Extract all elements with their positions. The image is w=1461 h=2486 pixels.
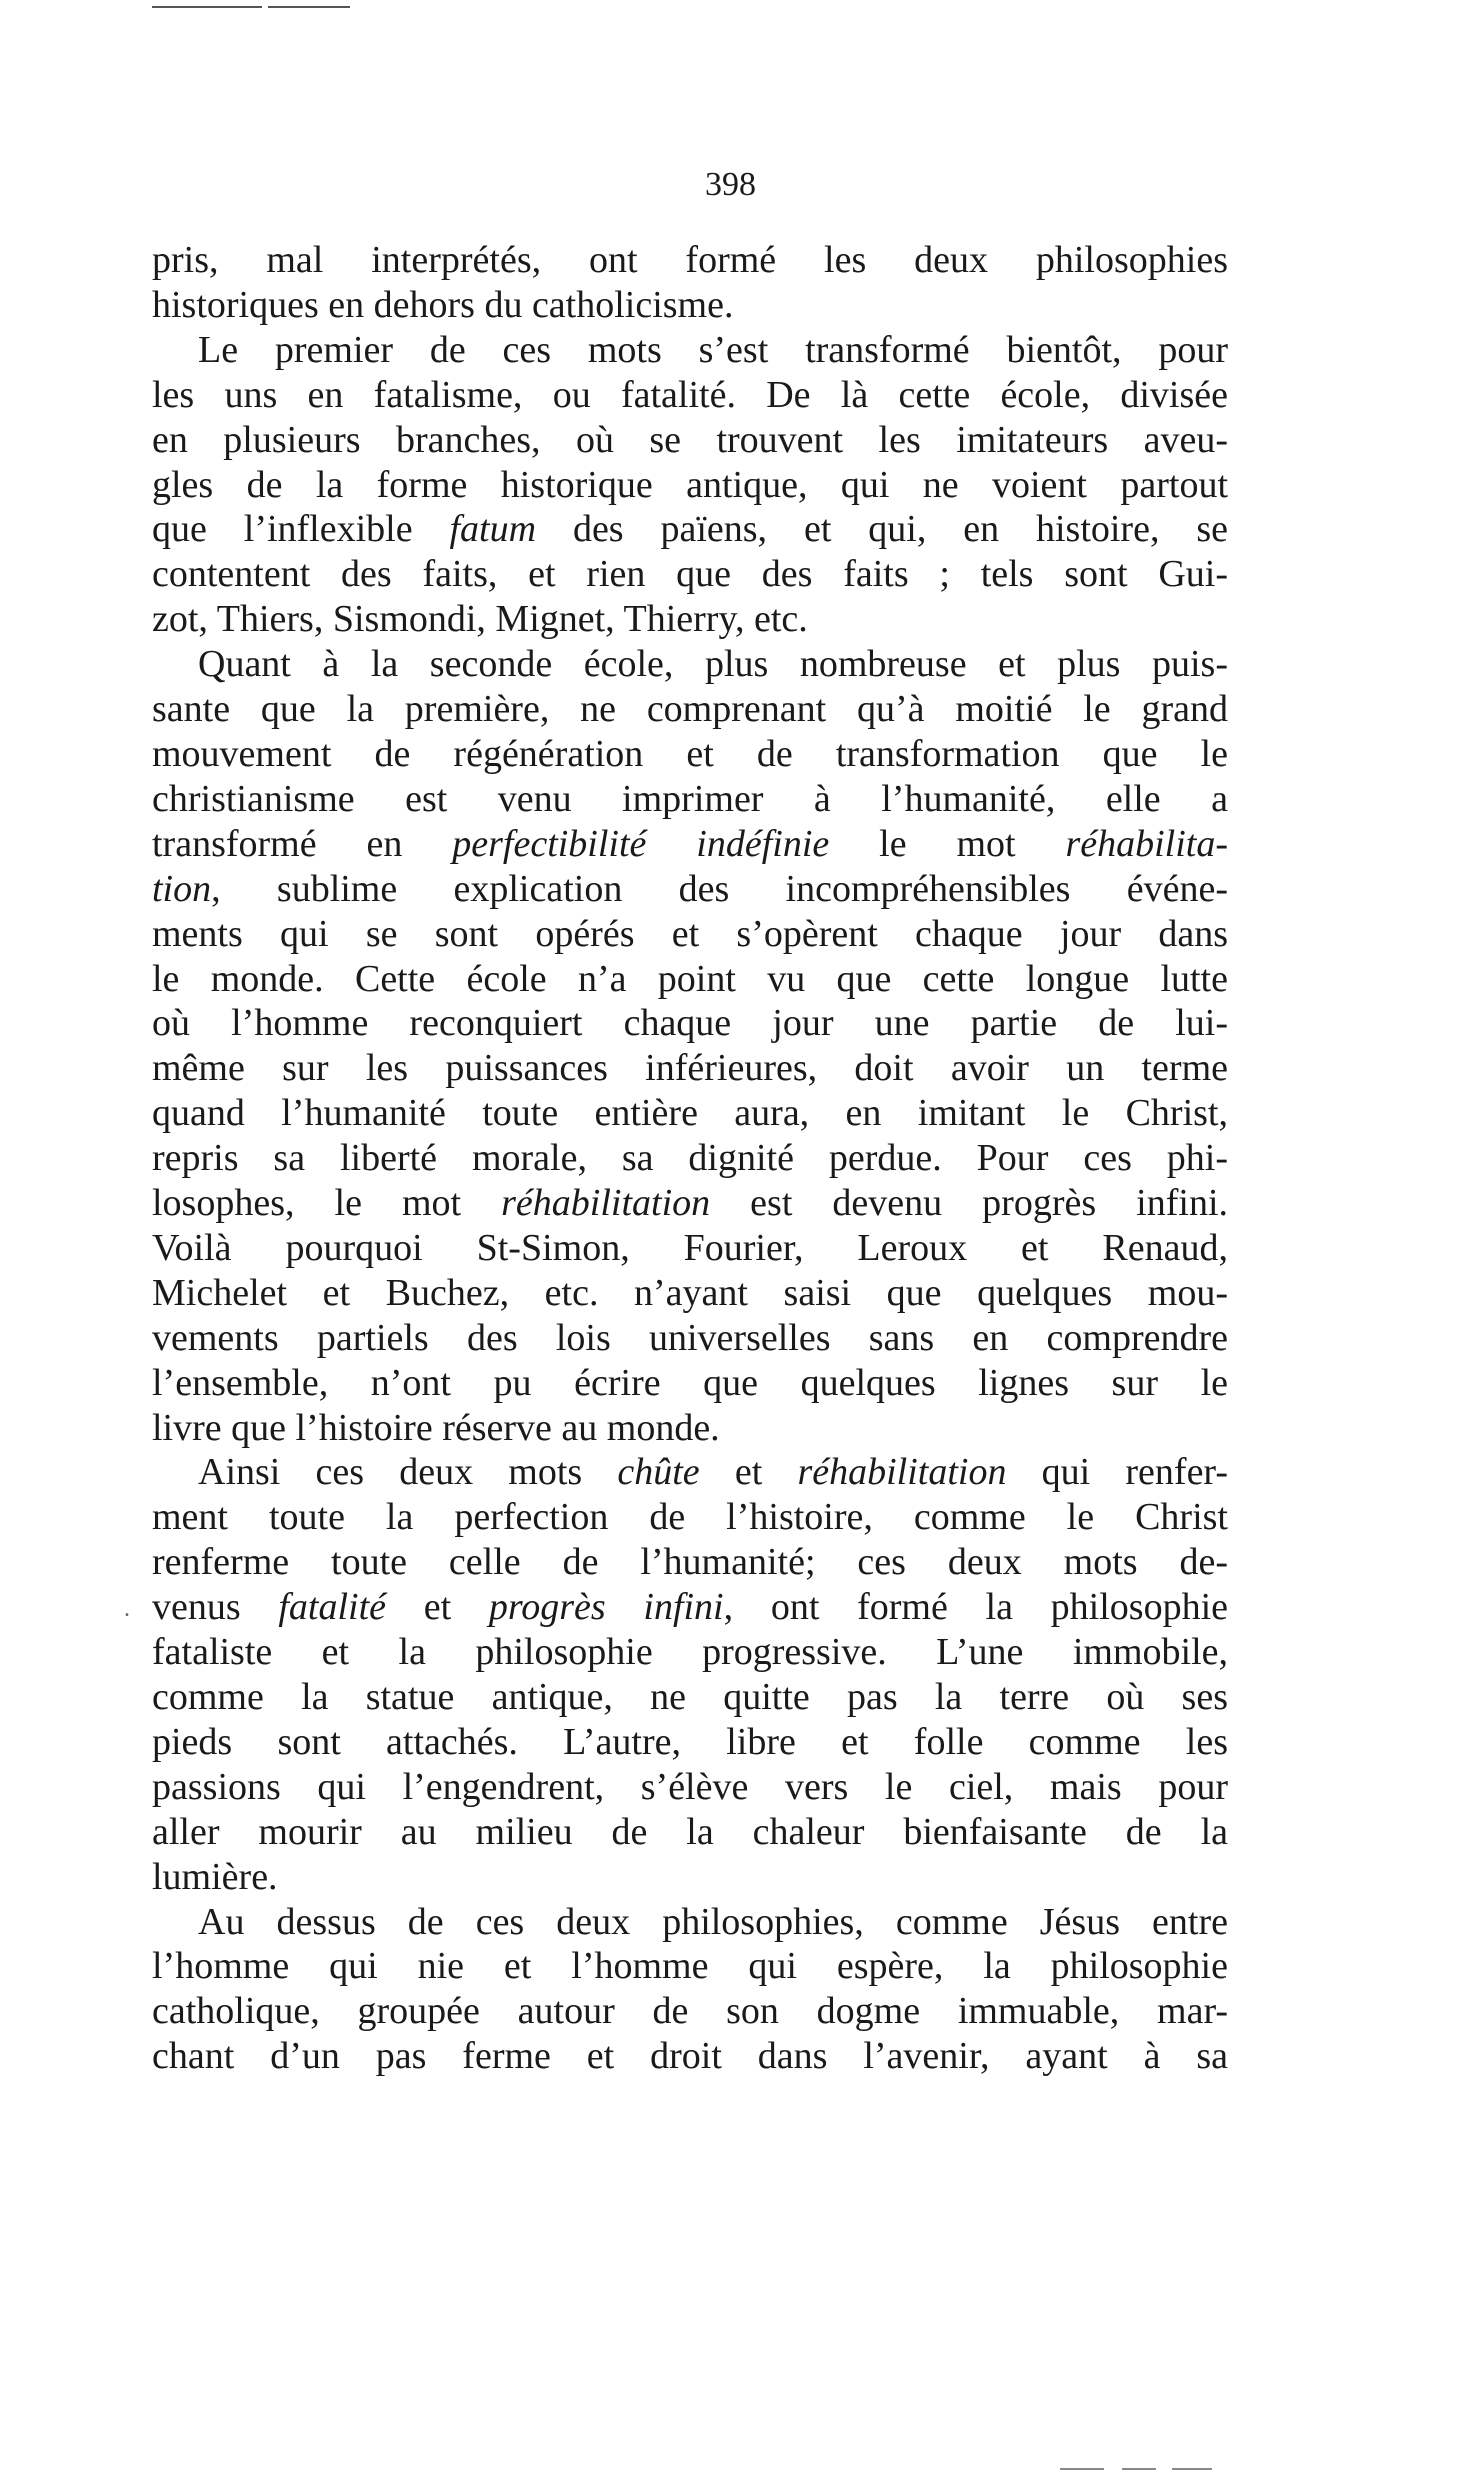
italic-text: réhabilita- [1065,822,1229,865]
text-run: que l’inflexible [152,508,450,551]
bottom-rule-3 [1172,2468,1212,2470]
paragraph [152,642,1228,1450]
text-line [152,1720,1228,1765]
text-line [152,1765,1228,1810]
text-run: Ainsi ces deux mots [198,1451,618,1494]
text-run: , ont formé la philosophie [723,1586,1228,1629]
text-line [152,732,1228,777]
text-line [152,283,1228,328]
italic-text: fatum [449,508,537,551]
text-run: transformé en [152,822,453,865]
text-line [152,867,1228,912]
text-run: fataliste et la philosophie progressive. L’une immobile, [152,1631,1228,1674]
text-line [152,1316,1228,1361]
text-line [152,1226,1228,1271]
text-run: ments qui se sont opérés et s’opèrent chaque jour dans [152,912,1228,955]
text-line [152,642,1228,687]
text-run: sante que la première, ne comprenant qu’à moitié le grand [152,688,1228,731]
text-run: Au dessus de ces deux philosophies, comme Jésus entre [198,1900,1228,1943]
text-run: où l’homme reconquiert chaque jour une partie de lui- [152,1002,1228,1045]
text-run: des païens, et qui, en histoire, se [536,508,1228,551]
text-line [152,1630,1228,1675]
text-run: même sur les puissances inférieures, doit avoir un terme [152,1047,1228,1090]
body-text [152,238,1228,2079]
bottom-rule-2 [1122,2468,1156,2470]
text-line [152,1406,1228,1451]
text-run: losophes, le mot [152,1182,502,1225]
italic-text: fatalité [278,1586,387,1629]
text-line [152,1001,1228,1046]
text-line [152,1091,1228,1136]
text-line [152,1900,1228,1945]
text-run: le monde. Cette école n’a point vu que cette longue lutte [152,957,1228,1000]
text-line [152,1181,1228,1226]
italic-text: progrès infini [488,1586,724,1629]
top-rule-left [152,6,262,8]
margin-mark: . [124,1596,130,1622]
text-line [152,418,1228,463]
text-run: venus [152,1586,279,1629]
text-run: passions qui l’engendrent, s’élève vers le ciel, mais pour [152,1765,1228,1808]
paragraph [152,1450,1228,1899]
text-line [152,1944,1228,1989]
text-line [152,2034,1228,2079]
text-line [152,328,1228,373]
text-run: en plusieurs branches, où se trouvent les imitateurs aveu- [152,418,1228,461]
text-run: ment toute la perfection de l’histoire, comme le Christ [152,1496,1228,1539]
text-line [152,912,1228,957]
text-run: catholique, groupée autour de son dogme immuable, mar- [152,1990,1228,2033]
italic-text: perfectibilité indéfinie [452,822,830,865]
text-run: , sublime explication des incompréhensibles événe- [211,867,1228,910]
text-run: pieds sont attachés. L’autre, libre et folle comme les [152,1720,1228,1763]
italic-text: réhabilitation [797,1451,1007,1494]
text-line [152,1136,1228,1181]
text-run: et [386,1586,489,1629]
text-line [152,238,1228,283]
text-run: vements partiels des lois universelles sans en comprendre [152,1316,1228,1359]
text-run: les uns en fatalisme, ou fatalité. De là cette école, divisée [152,373,1228,416]
text-line [152,1046,1228,1091]
text-run: Le premier de ces mots s’est transformé bientôt, pour [198,328,1228,371]
text-run: zot, Thiers, Sismondi, Mignet, Thierry, etc. [152,598,808,641]
paragraph [152,238,1228,328]
page-number: 398 [705,166,756,203]
paragraph [152,328,1228,642]
text-line [152,1989,1228,2034]
text-run: l’homme qui nie et l’homme qui espère, la philosophie [152,1945,1228,1988]
text-line [152,1361,1228,1406]
text-line [152,1855,1228,1900]
top-rule-right [268,6,350,8]
text-run: l’ensemble, n’ont pu écrire que quelques lignes sur le [152,1361,1228,1404]
bottom-rule-1 [1060,2468,1104,2470]
text-line [152,1271,1228,1316]
paragraph [152,1900,1228,2080]
text-line [152,957,1228,1002]
text-run: est devenu progrès infini. [710,1182,1228,1225]
text-run: Quant à la seconde école, plus nombreuse et plus puis- [198,643,1228,686]
text-line [152,373,1228,418]
text-run: mouvement de régénération et de transformation que le [152,732,1228,775]
text-line [152,597,1228,642]
text-run: historiques en dehors du catholicisme. [152,283,734,326]
text-line [152,1495,1228,1540]
text-run: contentent des faits, et rien que des faits ; tels sont Gui- [152,553,1228,596]
text-run: Michelet et Buchez, etc. n’ayant saisi que quelques mou- [152,1271,1228,1314]
text-line [152,822,1228,867]
text-run: livre que l’histoire réserve au monde. [152,1406,720,1449]
text-run: aller mourir au milieu de la chaleur bienfaisante de la [152,1810,1228,1853]
text-run: et [699,1451,798,1494]
text-line [152,1585,1228,1630]
text-line [152,687,1228,732]
text-run: Voilà pourquoi St-Simon, Fourier, Leroux et Renaud, [152,1226,1228,1269]
italic-text: réhabilitation [501,1182,711,1225]
text-run: qui renfer- [1006,1451,1228,1494]
text-run: quand l’humanité toute entière aura, en imitant le Christ, [152,1092,1228,1135]
text-run: christianisme est venu imprimer à l’humanité, elle a [152,777,1228,820]
text-run: le mot [829,822,1066,865]
text-line [152,507,1228,552]
text-line [152,552,1228,597]
text-run: lumière. [152,1855,278,1898]
text-line [152,1675,1228,1720]
text-line [152,1810,1228,1855]
text-line [152,1450,1228,1495]
text-run: renferme toute celle de l’humanité; ces deux mots de- [152,1541,1228,1584]
text-run: chant d’un pas ferme et droit dans l’avenir, ayant à sa [152,2035,1228,2078]
italic-text: tion [152,867,212,910]
text-run: comme la statue antique, ne quitte pas la terre où ses [152,1676,1228,1718]
text-line [152,777,1228,822]
text-line [152,463,1228,508]
text-run: repris sa liberté morale, sa dignité perdue. Pour ces phi- [152,1137,1228,1180]
text-line [152,1540,1228,1585]
text-run: gles de la forme historique antique, qui ne voient partout [152,463,1228,506]
italic-text: chûte [617,1451,700,1494]
text-run: pris, mal interprétés, ont formé les deux philosophies [152,239,1228,281]
